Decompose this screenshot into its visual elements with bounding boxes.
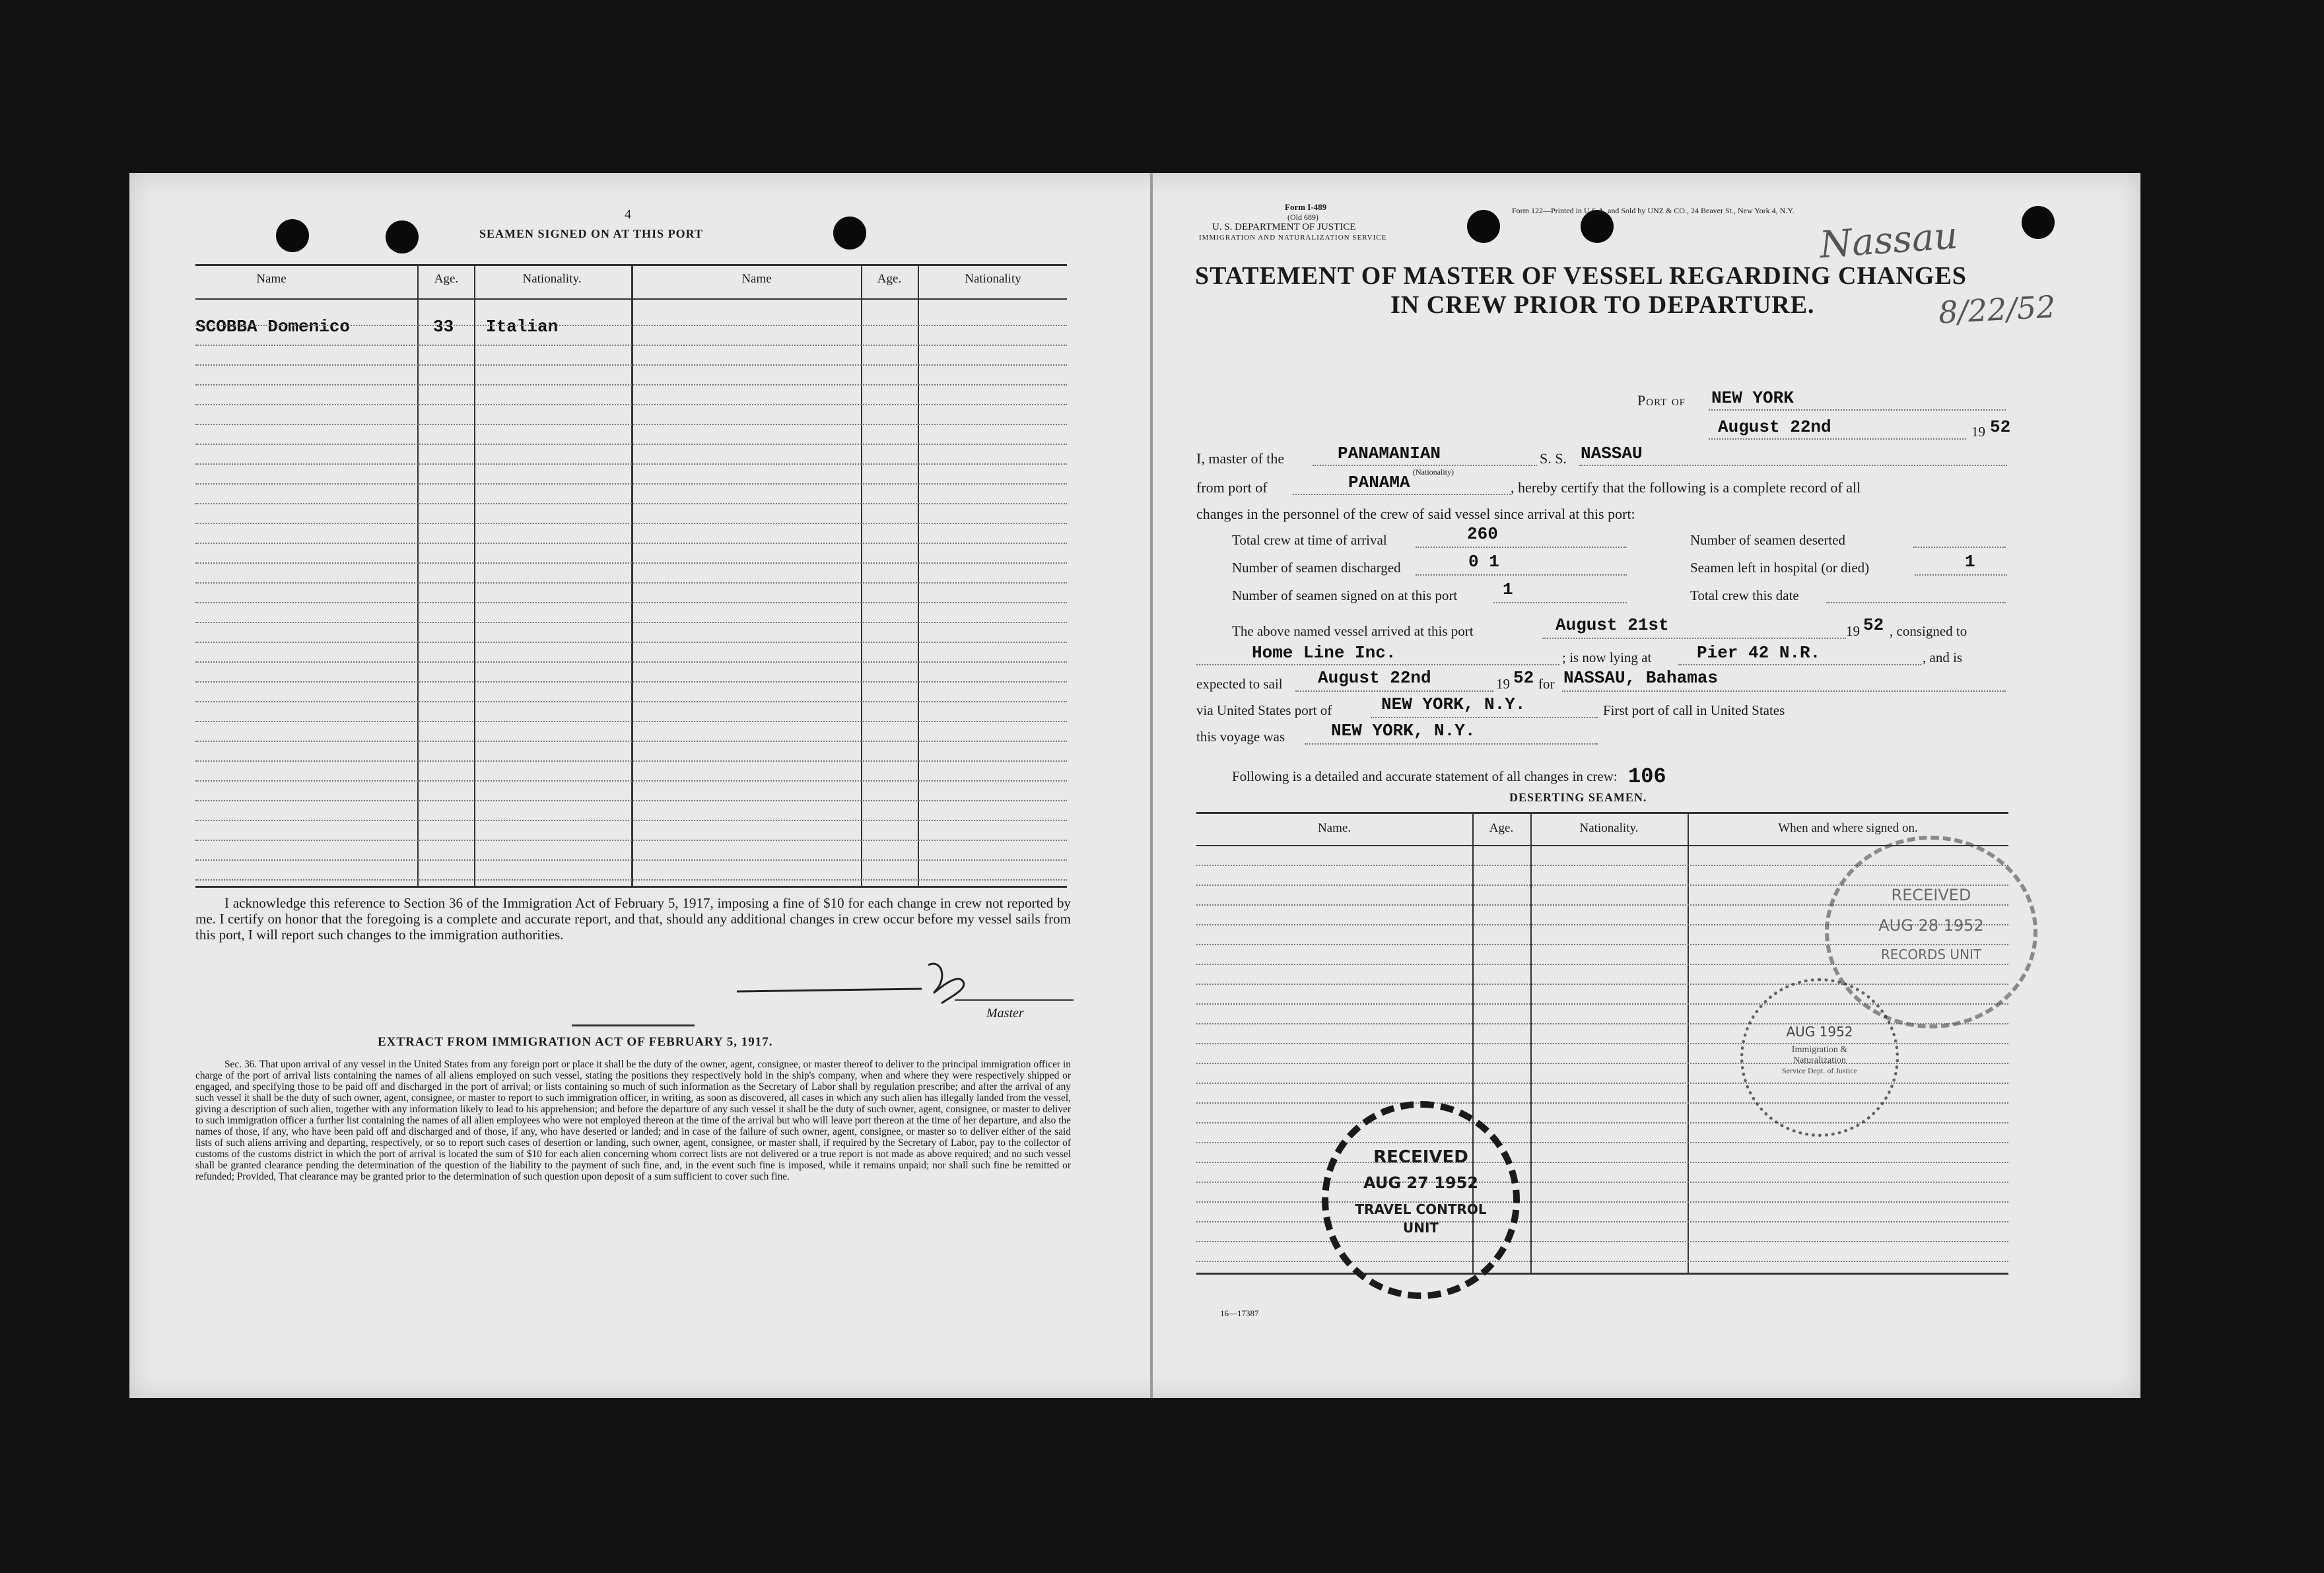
total-crew-value: 260	[1467, 524, 1498, 544]
col-header-nationality: Nationality.	[522, 272, 582, 286]
col-header-name: Name	[256, 272, 287, 286]
row-rule	[195, 741, 1067, 742]
from-port-value: PANAMA	[1348, 473, 1410, 492]
row-rule	[1196, 1102, 2008, 1104]
master-signature	[724, 952, 1067, 1005]
row-rule	[1196, 1241, 2008, 1242]
row-rule	[195, 404, 1067, 405]
deserting-title: DESERTING SEAMEN.	[1509, 791, 1647, 804]
arrived-year-prefix: 19	[1846, 623, 1860, 639]
row-rule	[195, 602, 1067, 603]
form-title-line1: STATEMENT OF MASTER OF VESSEL REGARDING CHANGES	[1195, 262, 1967, 290]
nationality-caption: (Nationality)	[1413, 467, 1454, 477]
row-rule	[195, 325, 1067, 326]
changes-text: changes in the personnel of the crew of said vessel since arrival at this port:	[1196, 506, 1635, 522]
date-value: August 22nd	[1718, 417, 1831, 437]
row-rule	[195, 681, 1067, 683]
lying-label: ; is now lying at	[1562, 650, 1652, 665]
hospital-label: Seamen left in hospital (or died)	[1690, 560, 1870, 576]
total-date-label: Total crew this date	[1690, 587, 1799, 603]
total-crew-label: Total crew at time of arrival	[1232, 532, 1387, 548]
row-rule	[195, 463, 1067, 465]
master-label-text: I, master of the	[1196, 450, 1285, 467]
printer-note: Form 122—Printed in U.S.A. and Sold by UNZ & CO., 24 Beaver St., New York 4, N.Y.	[1512, 206, 1794, 215]
row-rule	[195, 780, 1067, 782]
row-rule	[1196, 1261, 2008, 1262]
row-rule	[195, 820, 1067, 821]
row-rule	[195, 384, 1067, 385]
nationality-value: PANAMANIAN	[1338, 444, 1441, 463]
row-rule	[1196, 1182, 2008, 1183]
row-rule	[195, 523, 1067, 524]
table-row-nationality: Italian	[486, 317, 559, 337]
deserting-col-nationality: Nationality.	[1579, 821, 1639, 835]
col-header-nationality-2: Nationality	[965, 272, 1021, 286]
row-rule	[195, 483, 1067, 485]
row-rule	[195, 701, 1067, 702]
sail-value: August 22nd	[1318, 668, 1431, 688]
punch-hole	[2022, 206, 2055, 239]
service: IMMIGRATION AND NATURALIZATION SERVICE	[1199, 234, 1387, 242]
punch-hole	[276, 219, 309, 252]
acknowledgement-text: I acknowledge this reference to Section 36 of the Immigration Act of February 5, 1917, imposing a fine of $10 for each change in crew not reported by me. I certify on honor that the foregoing is a complete and accurate report, and that, should any additional changes in crew occur before my vessel sails from this port, I will report such changes to the immigration authorities.	[195, 895, 1071, 943]
section-title: SEAMEN SIGNED ON AT THIS PORT	[479, 227, 703, 240]
from-port-label: from port of	[1196, 479, 1268, 496]
hospital-value: 1	[1965, 552, 1975, 572]
row-rule	[1196, 1122, 2008, 1123]
signature-scribble	[724, 952, 1067, 1005]
row-rule	[195, 642, 1067, 643]
year-value: 52	[1990, 417, 2011, 437]
row-rule	[195, 364, 1067, 366]
punch-hole	[386, 220, 419, 253]
voyage-value: NEW YORK, N.Y.	[1331, 721, 1476, 741]
row-rule	[195, 622, 1067, 623]
vessel-value: NASSAU	[1581, 444, 1643, 463]
row-rule	[195, 503, 1067, 504]
extract-title: EXTRACT FROM IMMIGRATION ACT OF FEBRUARY 5, 1917.	[378, 1035, 773, 1049]
row-rule	[195, 543, 1067, 544]
row-rule	[195, 424, 1067, 425]
handwritten-vessel: Nassau	[1818, 214, 1960, 267]
table-row-age: 33	[433, 317, 454, 337]
certify-text: , hereby certify that the following is a complete record of all	[1511, 479, 1861, 496]
and-is: , and is	[1923, 650, 1963, 665]
document-sheet	[129, 173, 2140, 1398]
row-rule	[195, 879, 1067, 881]
row-rule	[1196, 1162, 2008, 1163]
punch-hole	[1467, 210, 1500, 243]
footer-code: 16—17387	[1220, 1308, 1259, 1318]
following-text: Following is a detailed and accurate statement of all changes in crew:	[1232, 768, 1618, 784]
form-title-line2: IN CREW PRIOR TO DEPARTURE.	[1390, 291, 1815, 319]
row-rule	[1196, 1201, 2008, 1203]
signed-on-value: 1	[1503, 580, 1513, 599]
row-rule	[195, 444, 1067, 445]
sail-year-prefix: 19	[1496, 676, 1510, 692]
signed-on-label: Number of seamen signed on at this port	[1232, 587, 1458, 603]
port-label: Port of	[1637, 392, 1686, 409]
row-rule	[195, 840, 1067, 841]
row-rule	[195, 721, 1067, 722]
arrived-year: 52	[1863, 615, 1884, 635]
ins-stamp: AUG 1952 Immigration & Naturalization Service Dept. of Justice	[1740, 978, 1899, 1137]
for-label: for	[1538, 676, 1555, 692]
row-rule	[195, 562, 1067, 564]
consignee-value: Home Line Inc.	[1252, 643, 1396, 663]
extract-text: Sec. 36. That upon arrival of any vessel in the United States from any foreign port or place it shall be the duty of the owner, agent, consignee, or master thereof to deliver to the principal immigration officer in charge of the port of arrival lists containing the names of all aliens employed on such vessel, stating the positions they respectively hold in the ship's company, when and where they were respectively shipped or engaged, and specifying those to be paid off and discharged in the port of arrival; or lists containing so much of such information as the Secretary of Labor shall by regulation prescribe; and after the arrival of any such vessel it shall be the duty of such owner, agent, consignee, or master to report to such immigration officer, in writing, as soon as discovered, all cases in which any such alien has illegally landed from the vessel, giving a description of such alien, together with any information likely to lead to his apprehension; and before the departure of any such vessel it shall be the duty of such owner, agent, consignee, or master to deliver to such immigration officer a further list containing the names of all alien employees who were not employed thereon at the time of the arrival but who will leave port thereon at the time of her departure, and also the names of those, if any, who have been paid off and discharged and of those, if any, who have deserted or landed; and in case of the failure of such owner, agent, consignee, or master so to deliver either of the said lists of such aliens arriving and departing, respectively, or so to report such cases of desertion or landing, such owner, agent, consignee, or master shall, if required by the Secretary of Labor, pay to the collector of customs of the customs district in which the port of arrival is located the sum of $10 for each alien concerning whom correct lists are not delivered or a true report is not made as above required; and no such vessel shall be granted clearance pending the determination of the question of the liability to the payment of such fine, and, in the event such fine is imposed, while it remains unpaid; nor shall such fine be remitted or refunded; Provided, That clearance may be granted prior to the determination of such question upon deposit of a sum sufficient to cover such fine.	[195, 1059, 1071, 1182]
deserting-col-name: Name.	[1317, 821, 1351, 835]
row-rule	[1196, 1142, 2008, 1143]
department: U. S. DEPARTMENT OF JUSTICE	[1212, 222, 1356, 232]
year-prefix: 19	[1971, 424, 1985, 440]
expected-label: expected to sail	[1196, 676, 1283, 692]
row-rule	[195, 760, 1067, 762]
deserting-col-when-where: When and where signed on.	[1778, 821, 1918, 835]
row-rule	[195, 345, 1067, 346]
port-value: NEW YORK	[1711, 388, 1794, 408]
row-rule	[195, 582, 1067, 584]
arrived-value: August 21st	[1555, 615, 1669, 635]
form-old: (Old 689)	[1287, 213, 1318, 222]
col-header-age-2: Age.	[877, 272, 902, 286]
page-number: 4	[625, 207, 631, 222]
following-number: 106	[1628, 764, 1666, 789]
form-number: Form I-489	[1285, 202, 1327, 212]
row-rule	[1196, 1221, 2008, 1222]
col-header-name-2: Name	[741, 272, 772, 286]
row-rule	[195, 859, 1067, 861]
handwritten-date: 8/22/52	[1937, 288, 2057, 331]
ss-label: S. S.	[1540, 450, 1567, 467]
master-label: Master	[986, 1006, 1024, 1021]
pier-value: Pier 42 N.R.	[1697, 643, 1821, 663]
arrived-label: The above named vessel arrived at this port	[1232, 623, 1474, 639]
deserting-col-age: Age.	[1489, 821, 1514, 835]
travel-control-stamp: RECEIVED AUG 27 1952 TRAVEL CONTROL UNIT	[1322, 1101, 1520, 1299]
discharged-label: Number of seamen discharged	[1232, 560, 1401, 576]
punch-hole	[833, 217, 866, 250]
row-rule	[195, 661, 1067, 663]
via-value: NEW YORK, N.Y.	[1381, 694, 1526, 714]
sail-year: 52	[1513, 668, 1534, 688]
table-row-name: SCOBBA Domenico	[195, 317, 351, 337]
page-fold	[1150, 173, 1153, 1398]
deserted-label: Number of seamen deserted	[1690, 532, 1845, 548]
col-header-age: Age.	[434, 272, 459, 286]
via-label: via United States port of	[1196, 702, 1332, 718]
consigned-label: , consigned to	[1890, 623, 1967, 639]
row-rule	[195, 800, 1067, 801]
destination-value: NASSAU, Bahamas	[1563, 668, 1719, 688]
first-port-label: First port of call in United States	[1603, 702, 1785, 718]
discharged-value: 0 1	[1468, 552, 1499, 572]
voyage-label: this voyage was	[1196, 729, 1285, 745]
received-records-stamp: RECEIVED AUG 28 1952 RECORDS UNIT	[1825, 836, 2037, 1028]
